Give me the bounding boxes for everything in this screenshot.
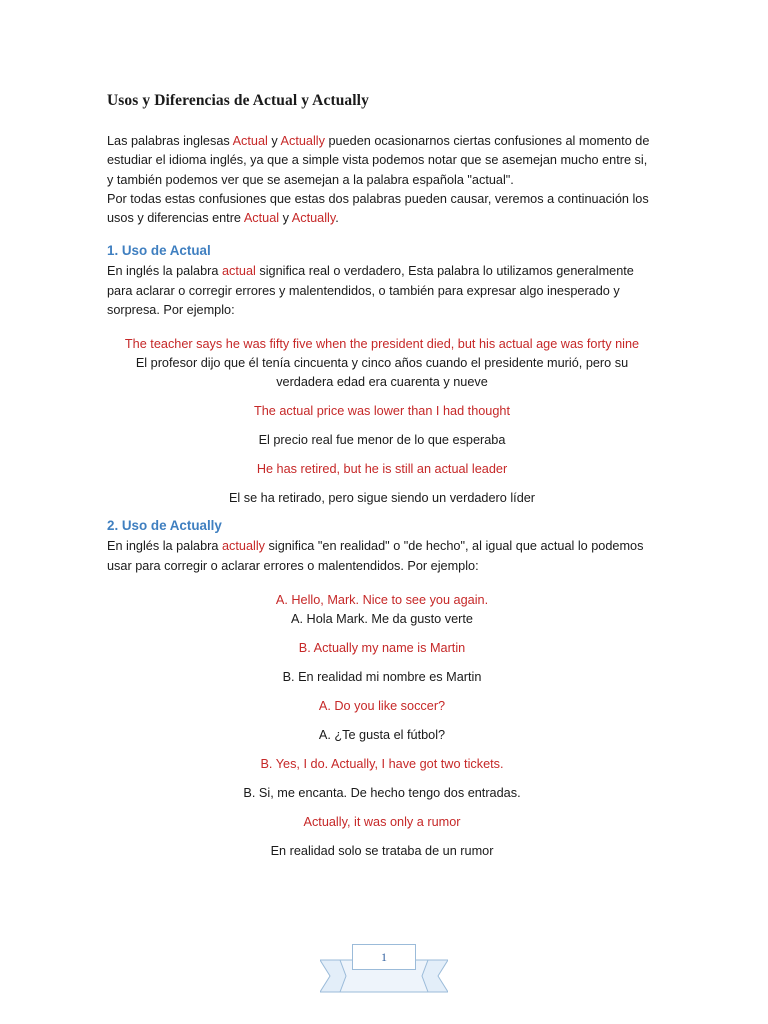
highlight-word: actual — [221, 264, 256, 279]
document-body — [107, 92, 657, 861]
text: En inglés la palabra — [107, 539, 222, 554]
text: significa "en realidad" o "de hecho", al igual que actual lo podemos usar para corregir o aclarar errores o malentendidos. Por ejemplo: — [107, 539, 644, 573]
example-spanish: En realidad solo se trataba de un rumor — [270, 843, 494, 858]
section-1-examples — [107, 335, 657, 508]
text: y — [267, 134, 281, 148]
section-1-paragraph — [107, 262, 657, 320]
example-spanish: B. Si, me encanta. De hecho tengo dos entradas. — [243, 785, 521, 800]
section-2-paragraph — [107, 537, 657, 576]
example-spanish: El profesor dijo que él tenía cincuenta y cinco años cuando el presidente murió, pero su verdadera edad era cuarenta y nueve — [135, 356, 629, 390]
example-spanish: B. En realidad mi nombre es Martin — [282, 669, 482, 684]
example-english: He has retired, but he is still an actual leader — [256, 462, 508, 477]
text: Por todas estas confusiones que estas dos palabras pueden causar, veremos a continuación los usos y diferencias entre — [107, 191, 649, 226]
section-2-examples — [107, 591, 657, 861]
example-english: A. Do you like soccer? — [318, 698, 446, 713]
example-english: B. Yes, I do. Actually, I have got two tickets. — [260, 756, 504, 771]
example-spanish: A. Hola Mark. Me da gusto verte — [291, 611, 473, 626]
example-english: A. Hello, Mark. Nice to see you again. — [275, 592, 489, 607]
example-english: The actual price was lower than I had thought — [253, 404, 511, 419]
example-english: Actually, it was only a rumor — [303, 814, 461, 829]
example-spanish: El precio real fue menor de lo que esperaba — [258, 433, 506, 448]
text: En inglés la palabra — [107, 264, 222, 279]
highlight-actually: Actually — [291, 211, 336, 226]
highlight-word: actually — [221, 539, 265, 554]
highlight-actual: Actual — [232, 134, 268, 148]
example-english: The teacher says he was fifty five when the president died, but his actual age was forty nine — [124, 337, 640, 352]
highlight-actual: Actual — [243, 211, 280, 226]
text: . — [335, 211, 339, 226]
section-2-heading: 2. Uso de Actually — [107, 518, 222, 534]
text: pueden ocasionarnos ciertas confusiones al momento de estudiar el idioma inglés, ya que a simple vista podemos notar que se asemejan mucho entre si, y también podemos ver que se asemejan a la palabra española "actual". — [107, 134, 650, 187]
example-english: B. Actually my name is Martin — [298, 640, 466, 655]
example-spanish: El se ha retirado, pero sigue siendo un verdadero líder — [228, 491, 536, 506]
text: Las palabras inglesas — [107, 134, 233, 148]
intro-paragraph-1 — [107, 132, 657, 190]
highlight-actually: Actually — [280, 134, 325, 148]
text: y — [279, 211, 292, 226]
page-number: 1 — [352, 944, 416, 970]
document-title: Usos y Diferencias de Actual y Actually — [107, 92, 369, 109]
intro-paragraph-2 — [107, 190, 657, 229]
text: significa real o verdadero, Esta palabra lo utilizamos generalmente para aclarar o corregir errores y malentendidos, o también para expresar algo inesperado y sorpresa. Por ejemplo: — [107, 264, 634, 318]
example-spanish: A. ¿Te gusta el fútbol? — [318, 727, 446, 742]
section-1-heading: 1. Uso de Actual — [107, 243, 211, 259]
